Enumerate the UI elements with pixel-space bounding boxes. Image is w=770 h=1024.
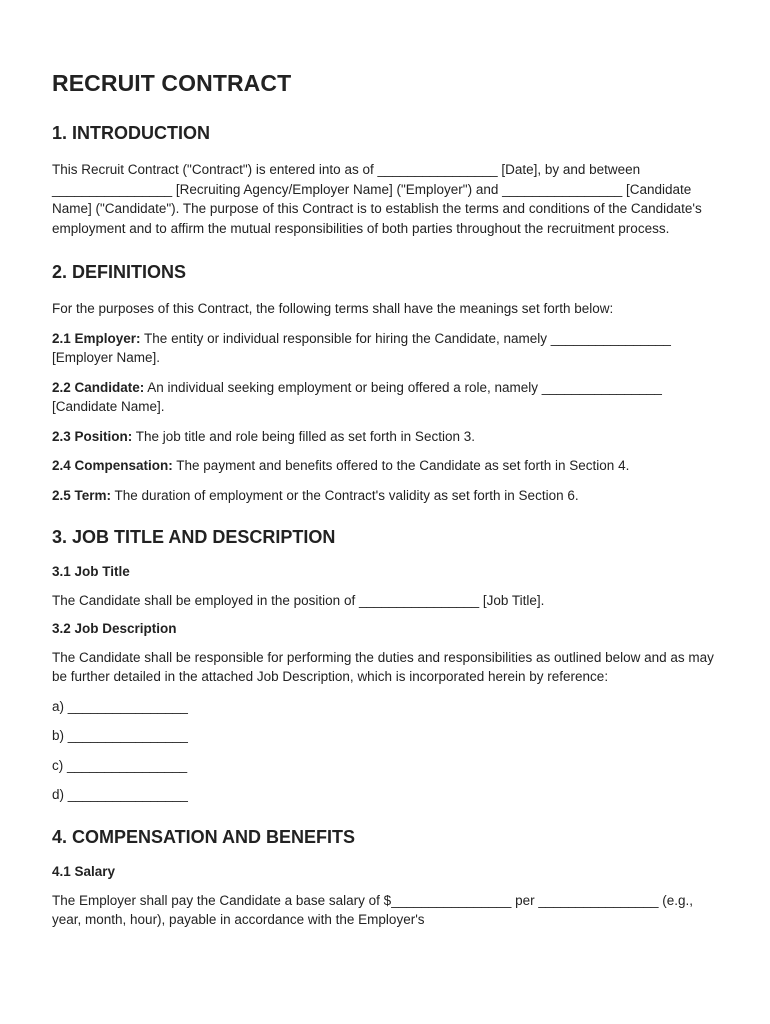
definitions-intro: For the purposes of this Contract, the following terms shall have the meanings set forth below:: [52, 301, 614, 316]
definition-term-item: [52, 486, 722, 506]
definition-compensation: [52, 456, 722, 476]
document-title: RECRUIT CONTRACT: [52, 70, 292, 96]
document-page: [52, 70, 722, 940]
section-definitions: [52, 262, 722, 505]
definition-position: [52, 427, 722, 447]
introduction-text: This Recruit Contract ("Contract") is entered into as of ________________ [Date], by and between ________________ [Recruiting Agency/Employer Name] ("Employer") and ________________ [Candidate Name] ("Candidate"). The purpose of this Contract is to establish the terms and conditions of the Candidate's employment and to affirm the mutual responsibilities of both parties throughout the recruitment process.: [52, 162, 702, 236]
job-title-text: The Candidate shall be employed in the position of ________________ [Job Title].: [52, 593, 545, 608]
definition-term: 2.2 Candidate:: [52, 379, 145, 395]
list-item: a) ________________: [52, 698, 188, 714]
definition-text: The entity or individual responsible for hiring the Candidate, namely ________________ [Employer Name].: [52, 330, 671, 365]
section-compensation: [52, 827, 722, 930]
definition-term: 2.3 Position:: [52, 428, 133, 444]
definition-term: 2.1 Employer:: [52, 330, 141, 346]
list-item: d) ________________: [52, 787, 188, 802]
definition-term: 2.4 Compensation:: [52, 458, 173, 473]
definition-text: An individual seeking employment or being offered a role, namely ________________ [Candidate Name].: [52, 379, 662, 414]
definition-text: The job title and role being filled as set forth in Section 3.: [132, 428, 475, 444]
definition-employer: [52, 329, 722, 368]
salary-subheading: 4.1 Salary: [52, 863, 116, 879]
list-item: c) ________________: [52, 757, 188, 773]
definition-text: The payment and benefits offered to the Candidate as set forth in Section 4.: [172, 458, 630, 473]
job-description-text: The Candidate shall be responsible for performing the duties and responsibilities as outlined below and as may be further detailed in the attached Job Description, which is incorporated herein by reference:: [52, 649, 714, 684]
list-item: b) ________________: [52, 728, 188, 743]
job-description-subheading: 3.2 Job Description: [52, 620, 177, 636]
compensation-heading: 4. COMPENSATION AND BENEFITS: [52, 826, 356, 847]
job-title-subheading: 3.1 Job Title: [52, 564, 130, 579]
definitions-heading: 2. DEFINITIONS: [52, 262, 187, 282]
definition-text: The duration of employment or the Contract's validity as set forth in Section 6.: [111, 487, 579, 503]
salary-text: The Employer shall pay the Candidate a base salary of $________________ per ________________ (e.g., year, month, hour), payable in accordance with the Employer's: [52, 892, 693, 927]
definition-term: 2.5 Term:: [52, 487, 112, 503]
section-job-title-description: [52, 527, 722, 805]
section-introduction: [52, 123, 722, 238]
definition-candidate: [52, 378, 722, 417]
job-heading: 3. JOB TITLE AND DESCRIPTION: [52, 527, 336, 547]
introduction-heading: 1. INTRODUCTION: [52, 123, 211, 143]
